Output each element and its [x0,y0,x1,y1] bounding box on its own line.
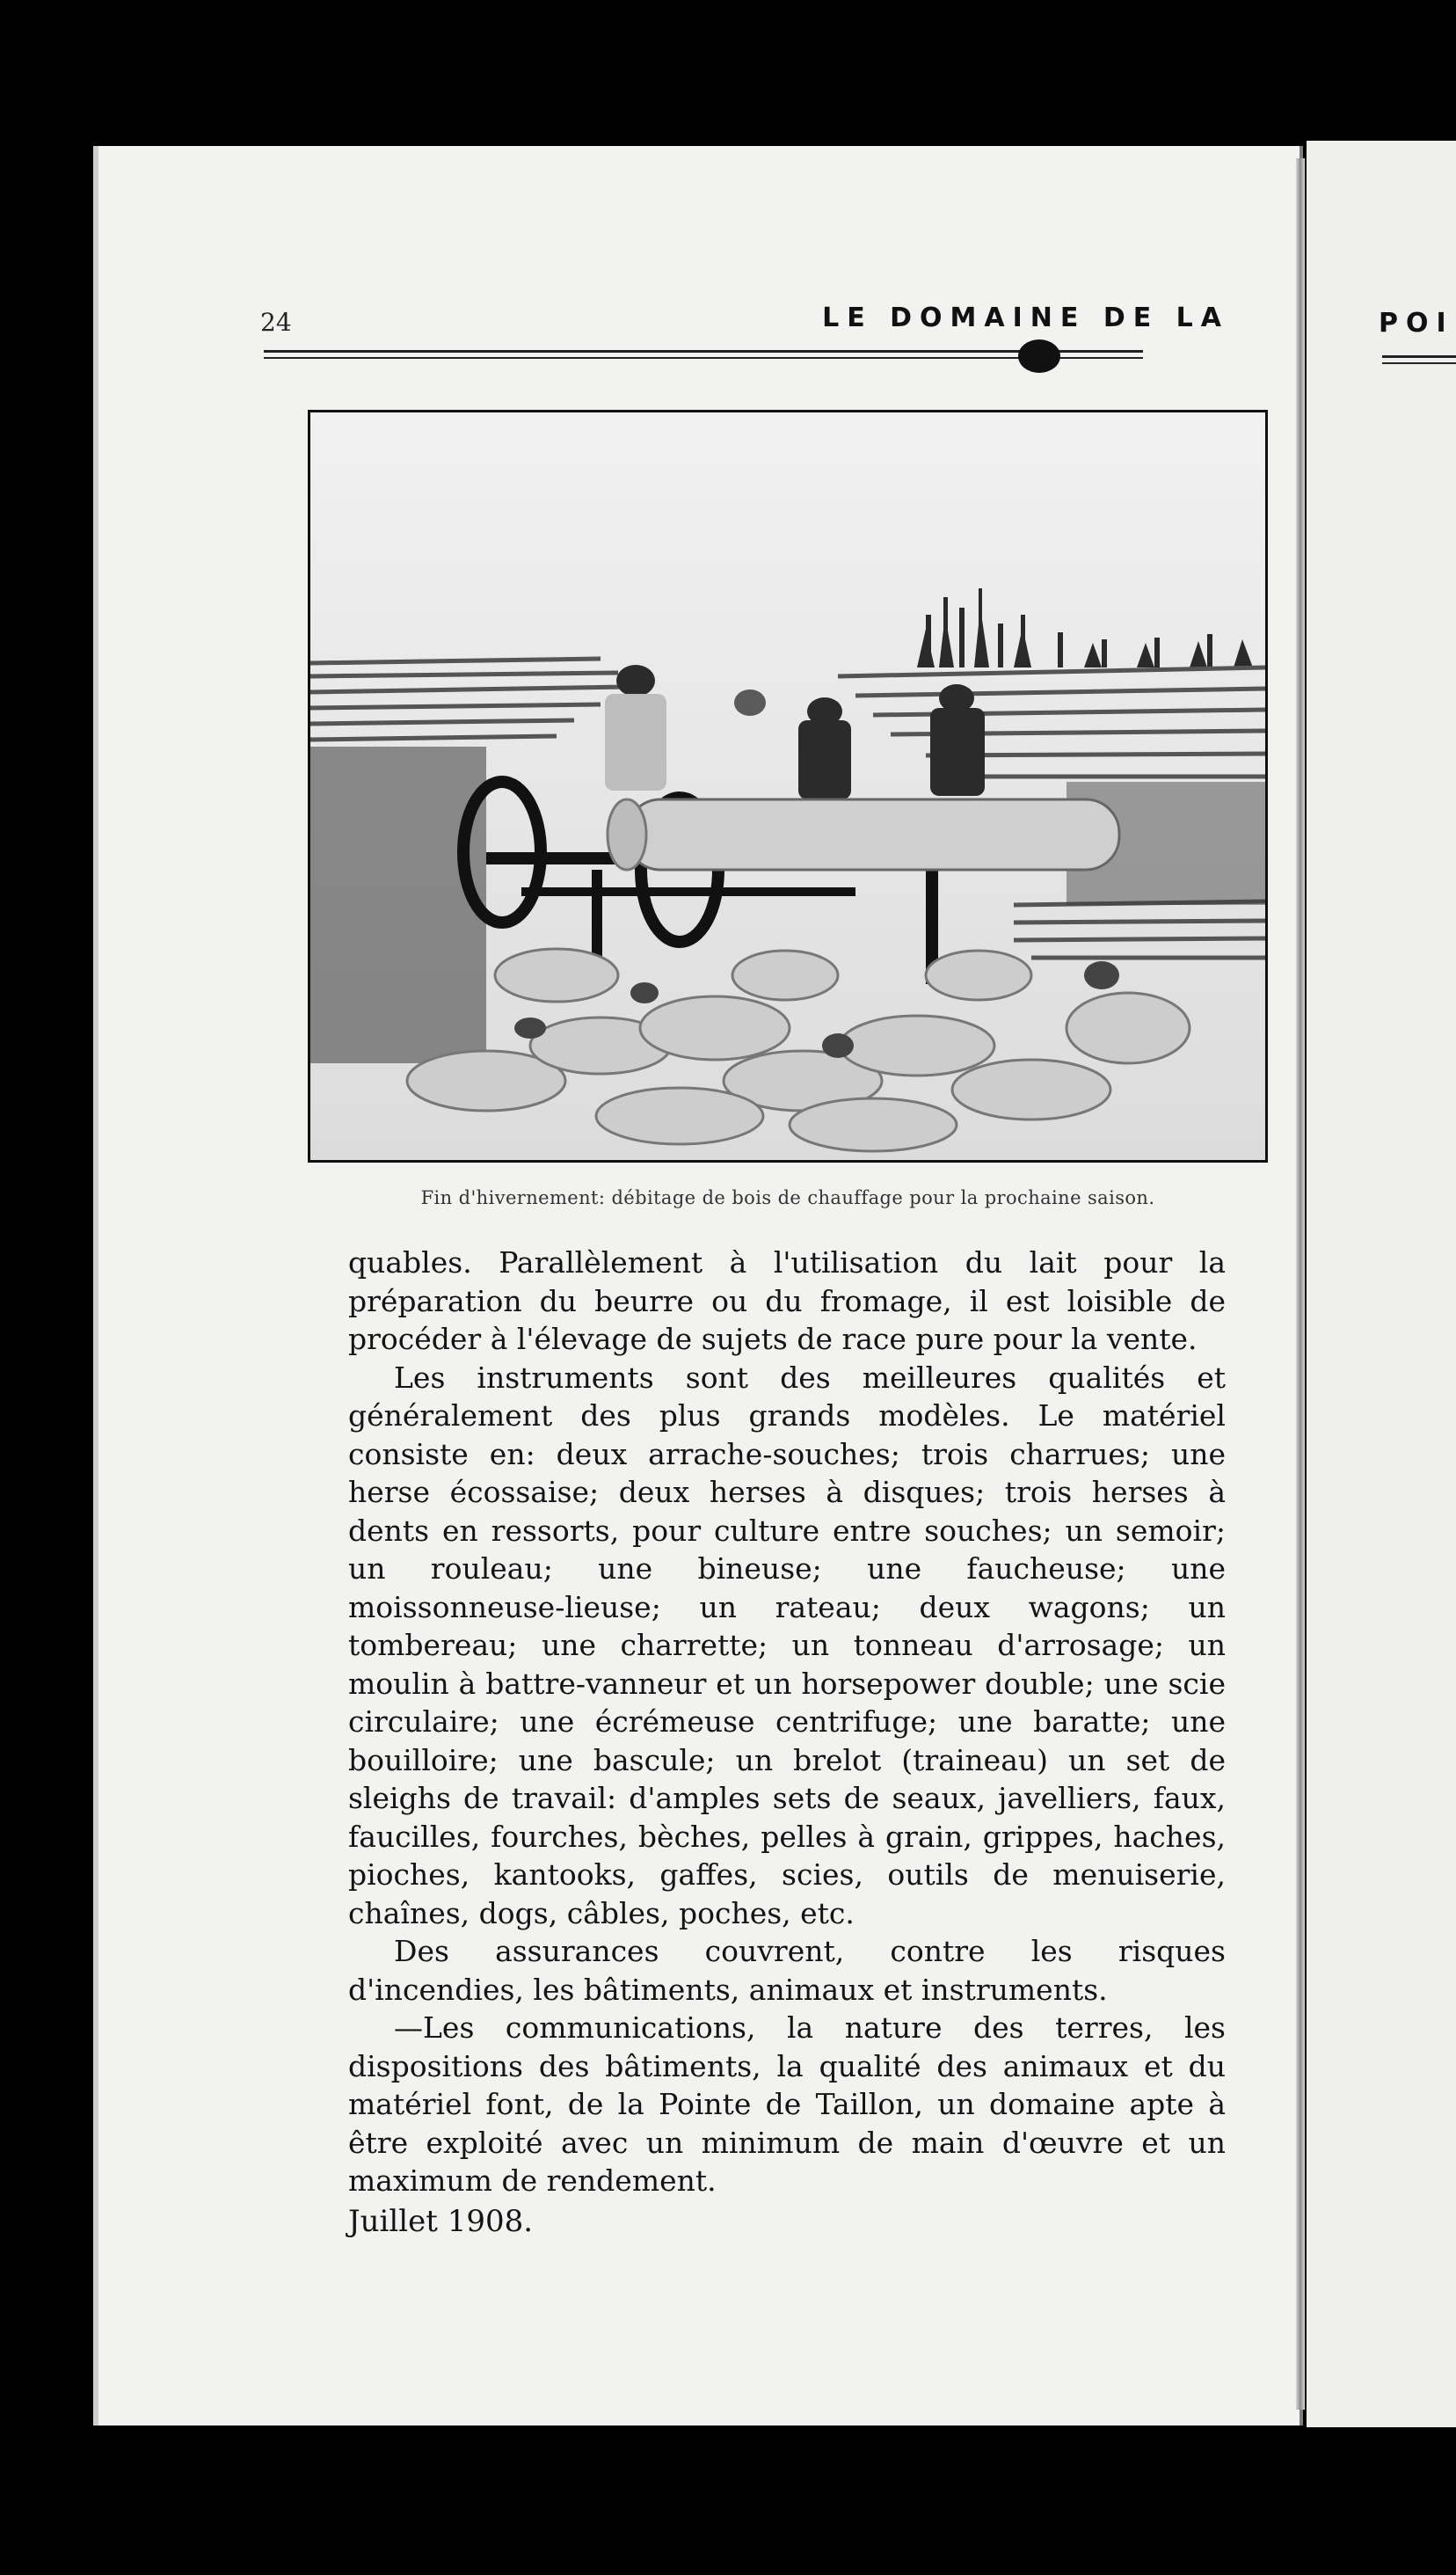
paragraph-2: Les instruments sont des meilleures qualités et généralement des plus grands modèles. Le matériel consiste en: deux arrache-souches; trois charrues; une herse écossaise; deux herses à disques; trois herses à dents en ressorts, pour culture entre souches; un semoir; un rouleau; une bineuse; une faucheuse; une moissonneuse-lieuse; un rateau; deux wagons; un tombereau; une charrette; un tonneau d'arrosage; un moulin à battre-vanneur et un horsepower double; une scie circulaire; une écrémeuse centrifuge; une baratte; une bouilloire; une bascule; un brelot (traineau) un set de sleighs de travail: d'amples sets de seaux, javelliers, faux, faucilles, fourches, bèches, pelles à grain, grippes, haches, pioches, kantooks, gaffes, scies, outils de menuiserie, chaînes, dogs, câbles, poches, etc. [348,1360,1226,1930]
book-spine [1296,158,1305,2410]
page-number: 24 [260,308,292,337]
header-rule-top [264,350,1143,353]
facing-page [1307,141,1456,2427]
photo-caption: Fin d'hivernement: débitage de bois de chauffage pour la prochaine saison. [420,1187,1155,1208]
paragraph-3: Des assurances couvrent, contre les risques d'incendies, les bâtiments, animaux et instruments. [348,1934,1226,2007]
facing-running-title: POI [1379,308,1454,339]
facing-header-rule-top [1382,355,1456,358]
date-line: Juillet 1908. [348,2204,534,2239]
paragraph-1: quables. Parallèlement à l'utilisation du lait pour la préparation du beurre ou du fromage, il est loisible de procéder à l'élevage de sujets de race pure pour la vente. [348,1245,1226,1356]
body-text [348,1244,1226,2200]
facing-header-rule-bottom [1382,362,1456,364]
photograph [308,410,1268,1163]
running-title: LE DOMAINE DE LA [822,303,1229,333]
photograph-illustration [310,412,1265,1160]
header-ornament [1018,339,1060,373]
paragraph-4: —Les communications, la nature des terres, les dispositions des bâtiments, la qualité des animaux et du matériel font, de la Pointe de Taillon, un domaine apte à être exploité avec un minimum de main d'œuvre et un maximum de rendement. [348,2010,1226,2198]
header-rule-bottom [264,357,1143,359]
